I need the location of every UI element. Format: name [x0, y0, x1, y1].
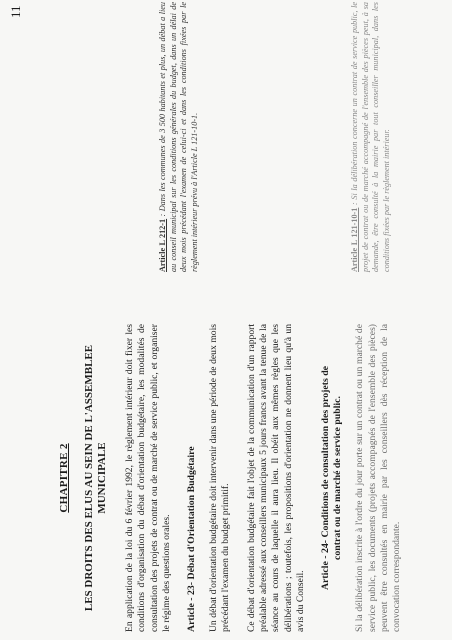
note-l121-10-1 — [350, 2, 392, 272]
article-23-heading: Article - 23- Débat d'Orientation Budgétaire — [186, 446, 198, 632]
main-column — [58, 324, 416, 632]
article-23-paragraph-2: Ce débat d'orientation budgétaire fait l'objet de la communication d'un rapport préalable adressé aux conseillers municipaux 5 jours francs avant la tenue de la séance au cours de laquelle il aura lieu. Il obéit aux mêmes règles que les délibérations ; toutefois, les propositions d'orientation ne donnent lieu qu'à un avis du Conseil. — [245, 324, 306, 632]
note-l212-1-text: : Dans les communes de 3 500 habitants et plus, un débat a lieu au conseil municipal sur les conditions générales du budget, dans un délai de deux mois précédant l'examen de celui-ci et dans les conditions fixées par le règlement intérieur prévu à l'Article L 121-10-1. — [158, 1, 199, 272]
chapter-title: CHAPITRE 2 — [58, 443, 70, 513]
notes-column — [62, 2, 392, 272]
note-l212-1-label: Article L 212-1 — [158, 218, 167, 272]
note-l121-10-1-label: Article L 121-10-1 — [350, 207, 359, 272]
notes-top-space — [62, 2, 158, 272]
intro-paragraph: En application de la loi du 6 février 1992, le règlement intérieur doit fixer les conditions d'organisation du débat d'orientation budgétaire, les modalités de consultation des projets de contrat ou de marché de service public, et organiser le régime des questions orales. — [124, 324, 172, 632]
article-23-paragraph-1: Un débat d'orientation budgétaire doit intervenir dans une période de deux mois précédant l'examen du budget primitif. — [208, 324, 232, 632]
article-24-paragraph: Si la délibération inscrite à l'ordre du jour porte sur un contrat ou un marché de service public, les documents (projets accompagnés de l'ensemble des pièces) peuvent être consultés en mairie par les conseillers dès réception de la convocation correspondante. — [354, 324, 403, 632]
note-l121-10-1-text: : Si la délibération concerne un contrat de service public, le projet de contrat ou de marché accompagné de l'ensemble des pièces peut, à sa demande, être consulté à la mairie par tout conseiller municipal, dans les conditions fixées par le règlement intérieur. — [350, 1, 391, 272]
note-l212-1 — [158, 2, 200, 272]
chapter-subtitle — [83, 324, 109, 632]
article-24-heading-line2: contrat ou de marché de service public. — [332, 396, 344, 560]
chapter-subtitle-line2: MUNICIPALE — [96, 442, 108, 514]
article-24-heading — [320, 324, 344, 632]
chapter-subtitle-line1: LES DROITS DES ELUS AU SEIN DE L'ASSEMBLEE — [83, 344, 95, 612]
page-number: 11 — [8, 5, 23, 18]
article-24-heading-line1: Article - 24- Conditions de consultation des projets de — [320, 365, 332, 591]
